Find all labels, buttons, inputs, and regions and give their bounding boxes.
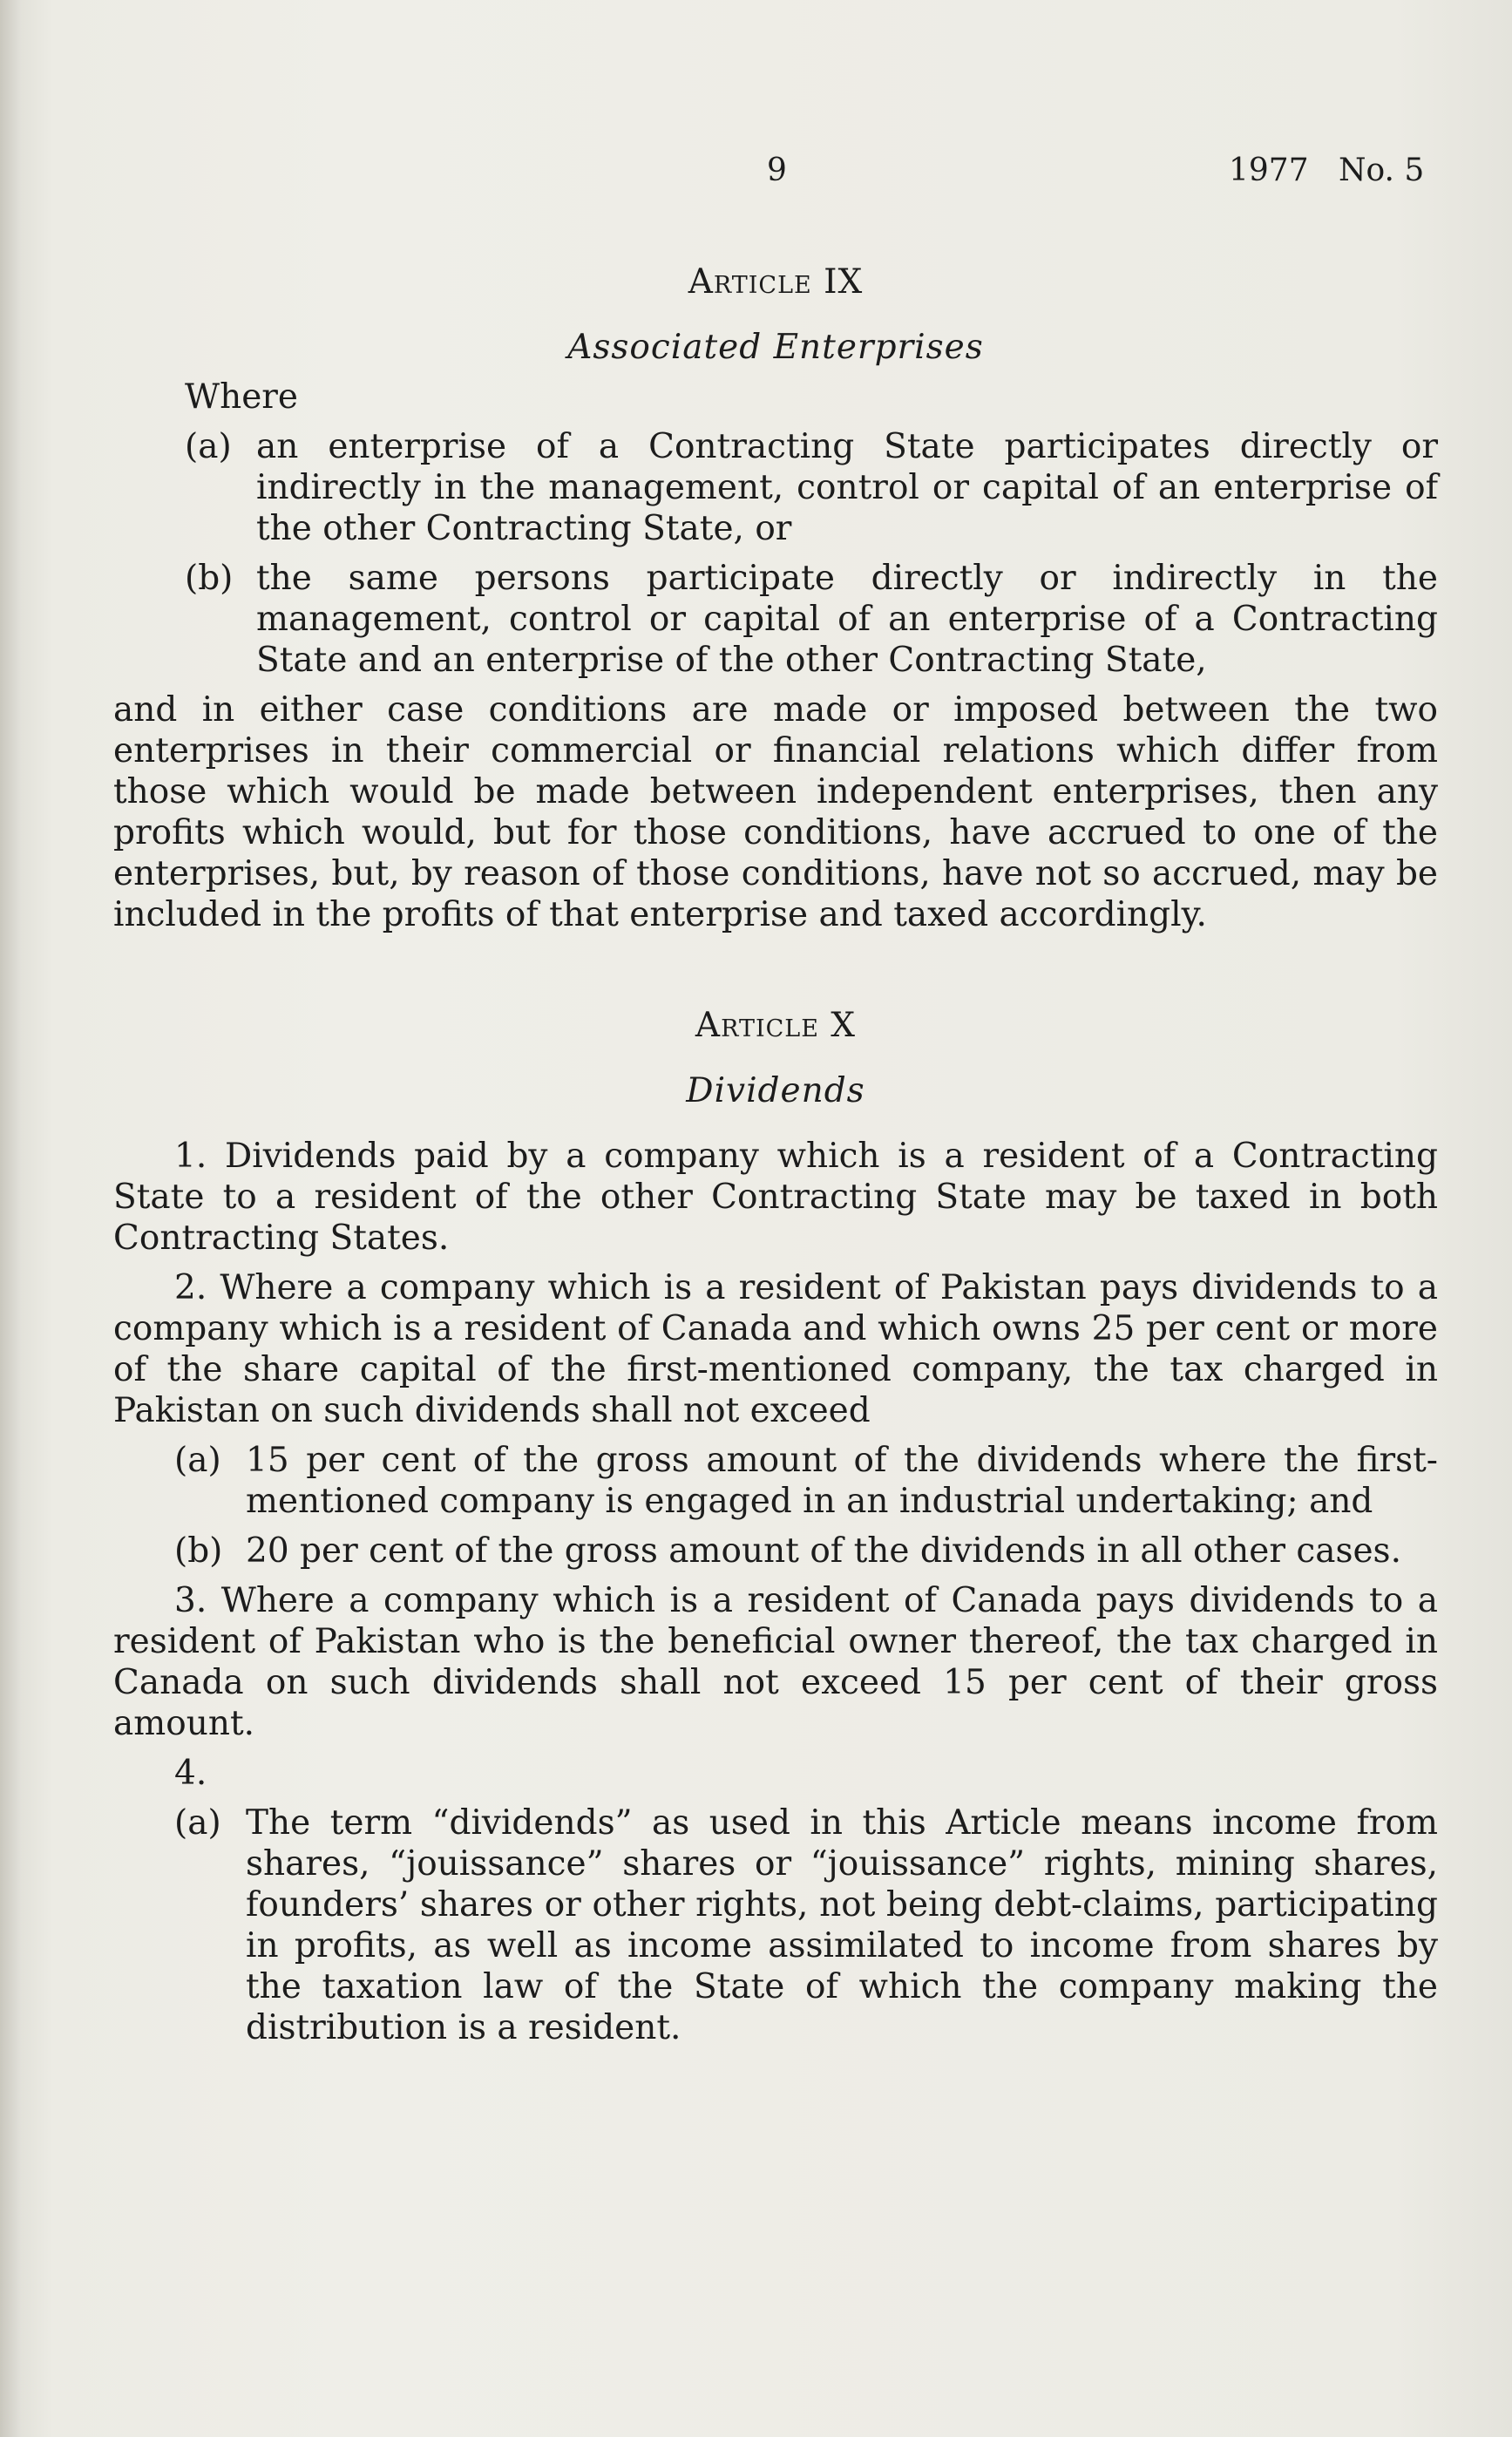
article-ix-item-b	[113, 558, 1438, 681]
article-x-para-2-item-b	[113, 1531, 1438, 1571]
item-text: 20 per cent of the gross amount of the dividends in all other cases.	[246, 1531, 1401, 1571]
article-x-para-2: 2. Where a company which is a resident of Pakistan pays dividends to a company which is a resident of Canada and which owns 25 per cent or more of the share capital of the first-mentioned company, the tax charged in Pakistan on such dividends shall not exceed	[113, 1268, 1438, 1430]
article-x-para-3: 3. Where a company which is a resident of Canada pays dividends to a resident of Pakistan who is the beneficial owner thereof, the tax charged in Canada on such dividends shall not exceed 15 per cent of their gross amount.	[113, 1581, 1438, 1743]
article-x-para-2-item-a	[113, 1440, 1438, 1522]
header-number: No. 5	[1339, 153, 1425, 188]
article-x-para-1: 1. Dividends paid by a company which is a resident of a Contracting State to a resident of the other Contracting State may be taxed in both Contracting States.	[113, 1137, 1438, 1258]
article-x-para-4-item-a	[113, 1802, 1438, 2048]
item-label: (a)	[185, 427, 232, 466]
header-year: 1977	[1229, 153, 1309, 188]
article-ix-conclusion: and in either case conditions are made or imposed between the two enterprises in their commercial or financial relations which differ from those which would be made between independent enterprises, then any profits which would, but for those conditions, have accrued to one of the enterprises, but, by reason of those conditions, have not so accrued, may be included in the profits of that enterprise and taxed accordingly.	[113, 690, 1438, 934]
article-ix-item-a	[113, 426, 1438, 549]
page-number: 9	[767, 153, 787, 188]
item-label: (a)	[174, 1441, 221, 1480]
item-label: (b)	[174, 1531, 223, 1571]
article-ix-intro: Where	[185, 377, 299, 417]
item-text: the same persons participate directly or indirectly in the management, control or capital of an enterprise of a Contracting State and an enterprise of the other Contracting State,	[256, 559, 1438, 680]
article-x-subtitle: Dividends	[686, 1071, 865, 1110]
article-ix-title: Article IX	[688, 262, 864, 302]
item-text: 15 per cent of the gross amount of the dividends where the first-mentioned company is engaged in an industrial undertaking; and	[246, 1441, 1438, 1521]
article-x-title: Article X	[695, 1006, 857, 1045]
item-text: The term “dividends” as used in this Article means income from shares, “jouissance” shares or “jouissance” rights, mining shares, founders’ shares or other rights, not being debt-claims, participating in profits, as well as income assimilated to income from shares by the taxation law of the State of which the company making the distribution is a resident.	[246, 1803, 1438, 2047]
item-label: (a)	[174, 1803, 221, 1843]
item-text: an enterprise of a Contracting State participates directly or indirectly in the management, control or capital of an enterprise of the other Contracting State, or	[256, 427, 1438, 548]
page-content	[113, 261, 1438, 2048]
book-spine	[0, 0, 21, 2437]
article-x-para-4-label: 4.	[174, 1754, 207, 1793]
item-label: (b)	[185, 559, 234, 598]
article-ix-subtitle: Associated Enterprises	[567, 328, 984, 367]
